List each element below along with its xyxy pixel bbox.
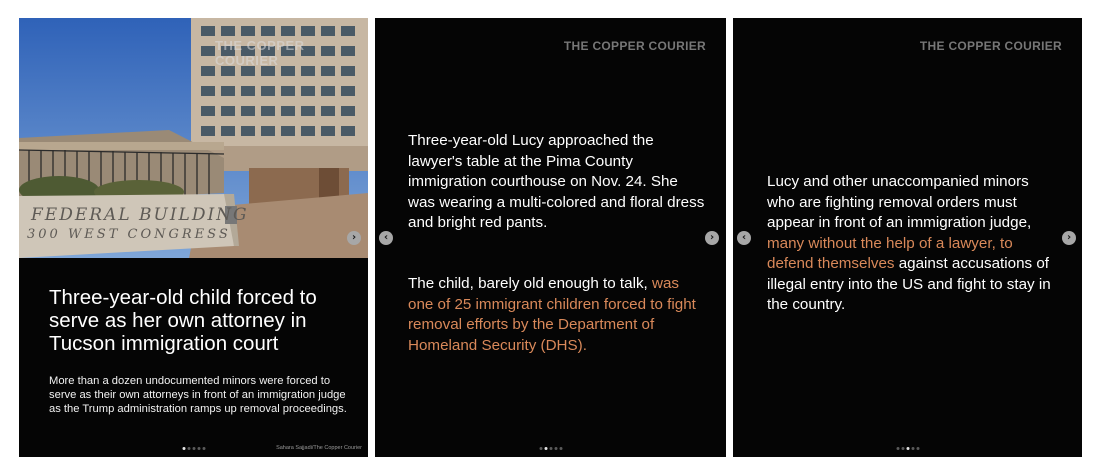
- dot-4[interactable]: [197, 447, 200, 450]
- dot-3[interactable]: [906, 447, 909, 450]
- dot-1[interactable]: [896, 447, 899, 450]
- photo-credit: Sahara Sajjadi/The Copper Courier: [276, 445, 362, 451]
- highlighted-text: was one of 25 immigrant children forced to fight removal efforts by the Department of Homeland Security (DHS).: [408, 275, 696, 354]
- chevron-left-icon[interactable]: ‹: [379, 231, 393, 245]
- chevron-right-icon[interactable]: ›: [705, 231, 719, 245]
- slide-2: [375, 18, 726, 457]
- dot-5[interactable]: [202, 447, 205, 450]
- dot-2[interactable]: [544, 447, 547, 450]
- slide-photo: [19, 18, 368, 258]
- dot-3[interactable]: [549, 447, 552, 450]
- pagination-dots: [182, 447, 205, 450]
- slide-paragraph-1: Three-year-old Lucy approached the lawyer's table at the Pima County immigration courthouse on Nov. 24. She was wearing a multi-colored and floral dress and bright red pants.: [408, 132, 705, 231]
- pagination-dots: [896, 447, 919, 450]
- highlighted-text: many without the help of a lawyer, to defend themselves: [767, 234, 1013, 272]
- slide-subhead: More than a dozen undocumented minors were forced to serve as their own attorneys in front of an immigration judge as the Trump administration ramps up removal proceedings.: [49, 375, 347, 415]
- slide-headline: Three-year-old child forced to serve as her own attorney in Tucson immigration court: [49, 286, 317, 355]
- dot-3[interactable]: [192, 447, 195, 450]
- chevron-right-icon[interactable]: ›: [1062, 231, 1076, 245]
- chevron-right-icon[interactable]: ›: [347, 231, 361, 245]
- dot-2[interactable]: [187, 447, 190, 450]
- paragraph-text: against accusations of illegal entry into the US and fight to stay in the country.: [767, 255, 1051, 313]
- pagination-dots: [539, 447, 562, 450]
- sign-text-line1: FEDERAL BUILDING: [31, 205, 249, 225]
- slide-1: [19, 18, 368, 457]
- brand-watermark: THE COPPER COURIER: [563, 39, 706, 53]
- dot-1[interactable]: [182, 447, 185, 450]
- chevron-left-icon[interactable]: ‹: [737, 231, 751, 245]
- brand-watermark: THE COPPER COURIER: [919, 39, 1062, 53]
- dot-5[interactable]: [559, 447, 562, 450]
- paragraph-text: The child, barely old enough to talk,: [408, 275, 652, 292]
- photo-watermark: THE COPPER COURIER: [215, 38, 305, 68]
- slide-paragraph: [767, 172, 1059, 316]
- slide-paragraph-2: [408, 274, 708, 356]
- paragraph-text: Lucy and other unaccompanied minors who are fighting removal orders must appear in front of an immigration judge,: [767, 173, 1032, 231]
- dot-4[interactable]: [911, 447, 914, 450]
- dot-5[interactable]: [916, 447, 919, 450]
- slide-3: [733, 18, 1082, 457]
- dot-2[interactable]: [901, 447, 904, 450]
- dot-1[interactable]: [539, 447, 542, 450]
- sign-text-line2: 300 WEST CONGRESS: [27, 227, 231, 242]
- dot-4[interactable]: [554, 447, 557, 450]
